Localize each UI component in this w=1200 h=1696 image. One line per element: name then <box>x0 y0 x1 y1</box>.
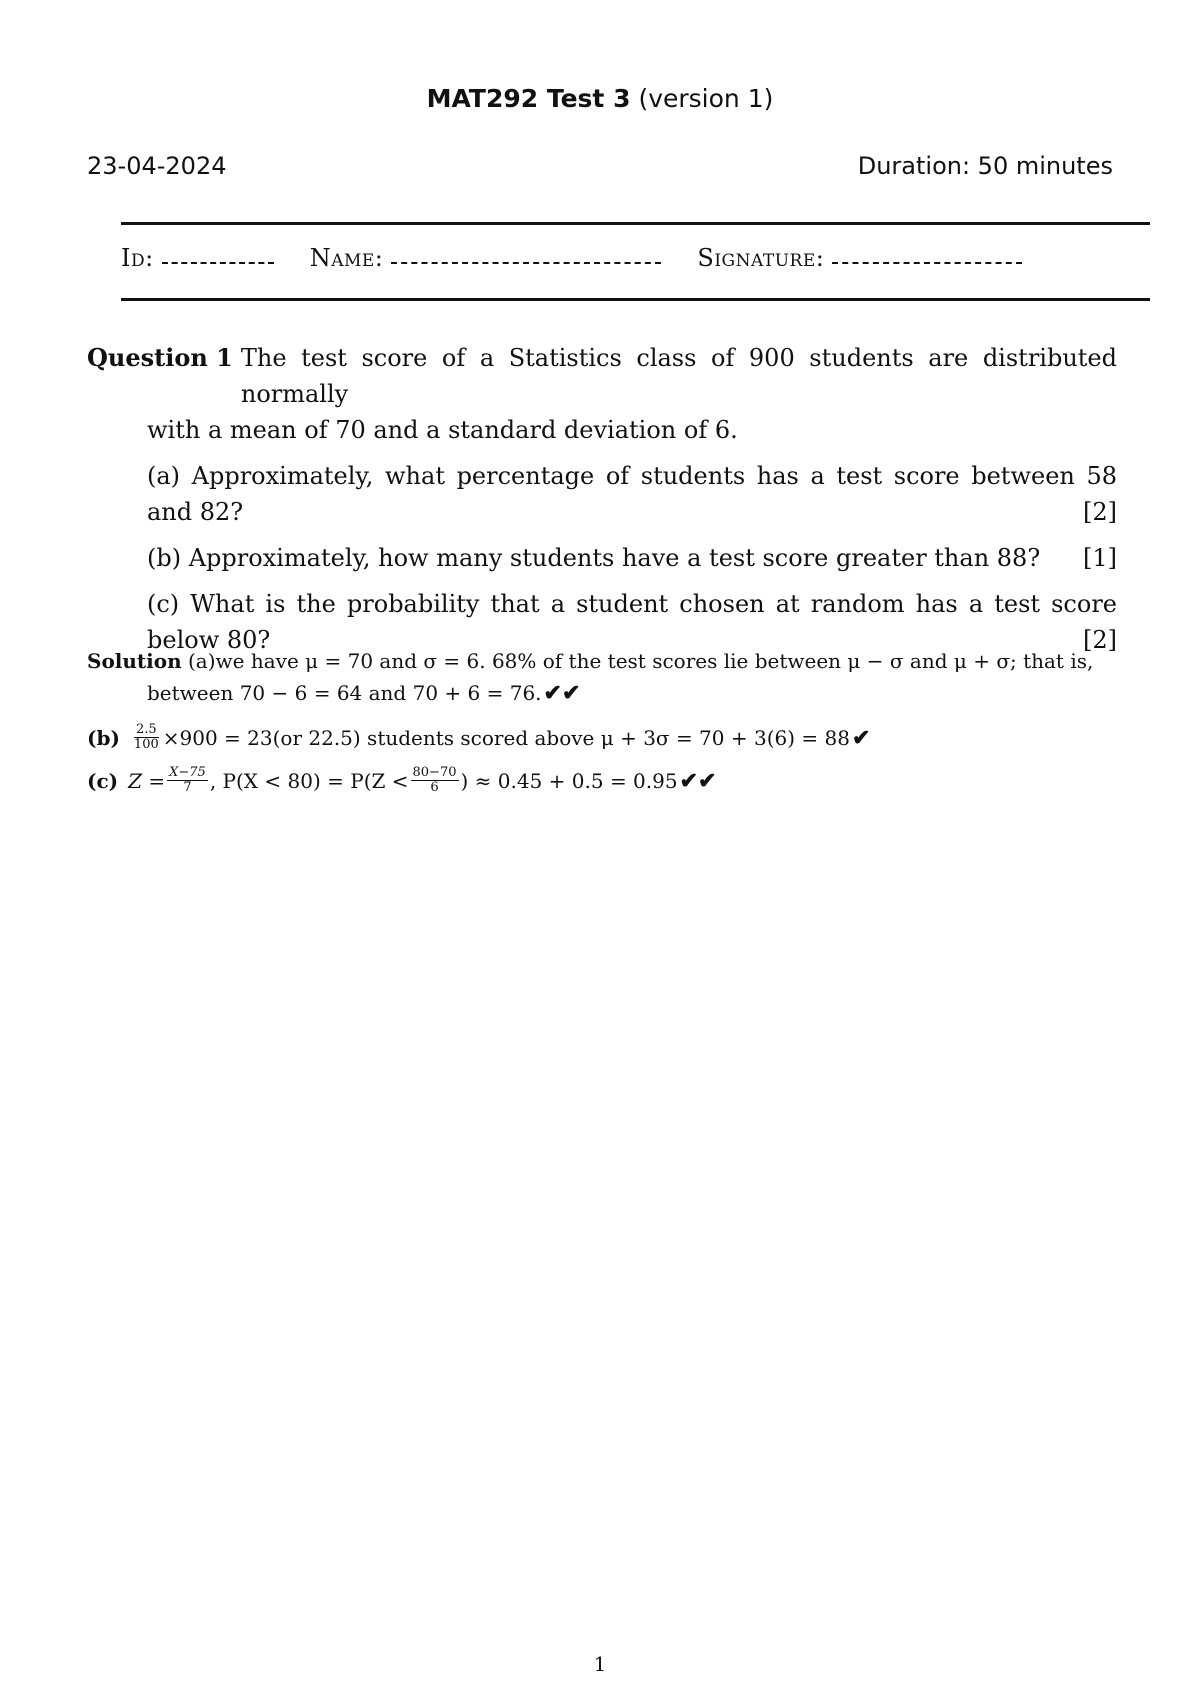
part-b-marks: [1] <box>1083 544 1117 572</box>
bottom-rule <box>121 298 1150 301</box>
fraction-c1-numerator: X−75 <box>169 765 206 780</box>
fraction-c2 <box>411 766 459 795</box>
question-text-line2: with a mean of 70 and a standard deviation of 6. <box>147 416 738 444</box>
id-blank[interactable] <box>162 242 274 264</box>
page-title <box>0 84 1200 113</box>
exam-date: 23-04-2024 <box>87 152 227 180</box>
top-rule <box>121 222 1150 225</box>
solution-a-text2: between 70 − 6 = 64 and 70 + 6 = 76. <box>147 681 542 705</box>
solution-b-text: ×900 = 23(or 22.5) students scored above μ + 3σ = 70 + 3(6) = 88 <box>162 725 850 750</box>
solution-c-mid: , P(X < 80) = P(Z < <box>209 768 409 793</box>
page-number: 1 <box>593 1652 607 1676</box>
fraction-c1 <box>167 766 208 795</box>
fraction-c2-numerator: 80−70 <box>412 765 457 780</box>
check-icon-b: ✔ <box>851 724 871 751</box>
question-1 <box>87 340 1117 658</box>
name-label: Name: <box>309 244 384 272</box>
student-info-row <box>121 244 1121 272</box>
question-part-b <box>87 540 1117 576</box>
part-c-marks: [2] <box>1083 626 1117 654</box>
part-b-text: (b) Approximately, how many students have a test score greater than 88? <box>147 544 1041 572</box>
question-part-a <box>87 458 1117 530</box>
name-field <box>310 244 662 272</box>
fraction-b <box>132 723 161 752</box>
question-text-line1: The test score of a Statistics class of 900 students are distributed normally <box>240 344 1117 408</box>
question-label: Question 1 <box>87 343 233 372</box>
solution-block <box>87 645 1117 795</box>
check-icon-c: ✔✔ <box>679 767 717 794</box>
check-icon-a: ✔✔ <box>543 680 581 706</box>
name-blank[interactable] <box>391 242 661 264</box>
solution-c-label: (c) <box>87 768 119 793</box>
fraction-b-denominator: 100 <box>133 737 159 752</box>
fraction-c2-denominator: 6 <box>430 780 439 795</box>
solution-a-line2 <box>87 677 1117 709</box>
part-c-text: (c) What is the probability that a student chosen at random has a test score below 80? <box>147 590 1117 654</box>
question-header <box>87 340 1117 412</box>
exam-duration: Duration: 50 minutes <box>857 152 1113 180</box>
part-a-marks: [2] <box>1083 498 1117 526</box>
signature-label: Signature: <box>697 244 825 272</box>
solution-label: Solution <box>87 649 182 673</box>
solution-c-start: Z = <box>128 768 166 793</box>
title-main: MAT292 Test 3 <box>426 84 631 113</box>
solution-c-end: ) ≈ 0.45 + 0.5 = 0.95 <box>460 768 678 793</box>
signature-blank[interactable] <box>832 242 1022 264</box>
solution-a-text: (a)we have μ = 70 and σ = 6. 68% of the test scores lie between μ − σ and μ + σ; that is, <box>188 649 1094 673</box>
solution-a-line1 <box>87 645 1117 677</box>
title-version: (version 1) <box>638 84 774 113</box>
fraction-c1-denominator: 7 <box>183 780 192 795</box>
solution-c <box>87 766 1117 795</box>
solution-b <box>87 723 1117 752</box>
signature-field <box>697 244 1022 272</box>
fraction-b-numerator: 2.5 <box>135 722 157 737</box>
id-field <box>121 244 274 272</box>
solution-b-label: (b) <box>87 725 120 750</box>
id-label: Id: <box>121 244 154 272</box>
part-a-text: (a) Approximately, what percentage of students has a test score between 58 and 82? <box>147 462 1117 526</box>
